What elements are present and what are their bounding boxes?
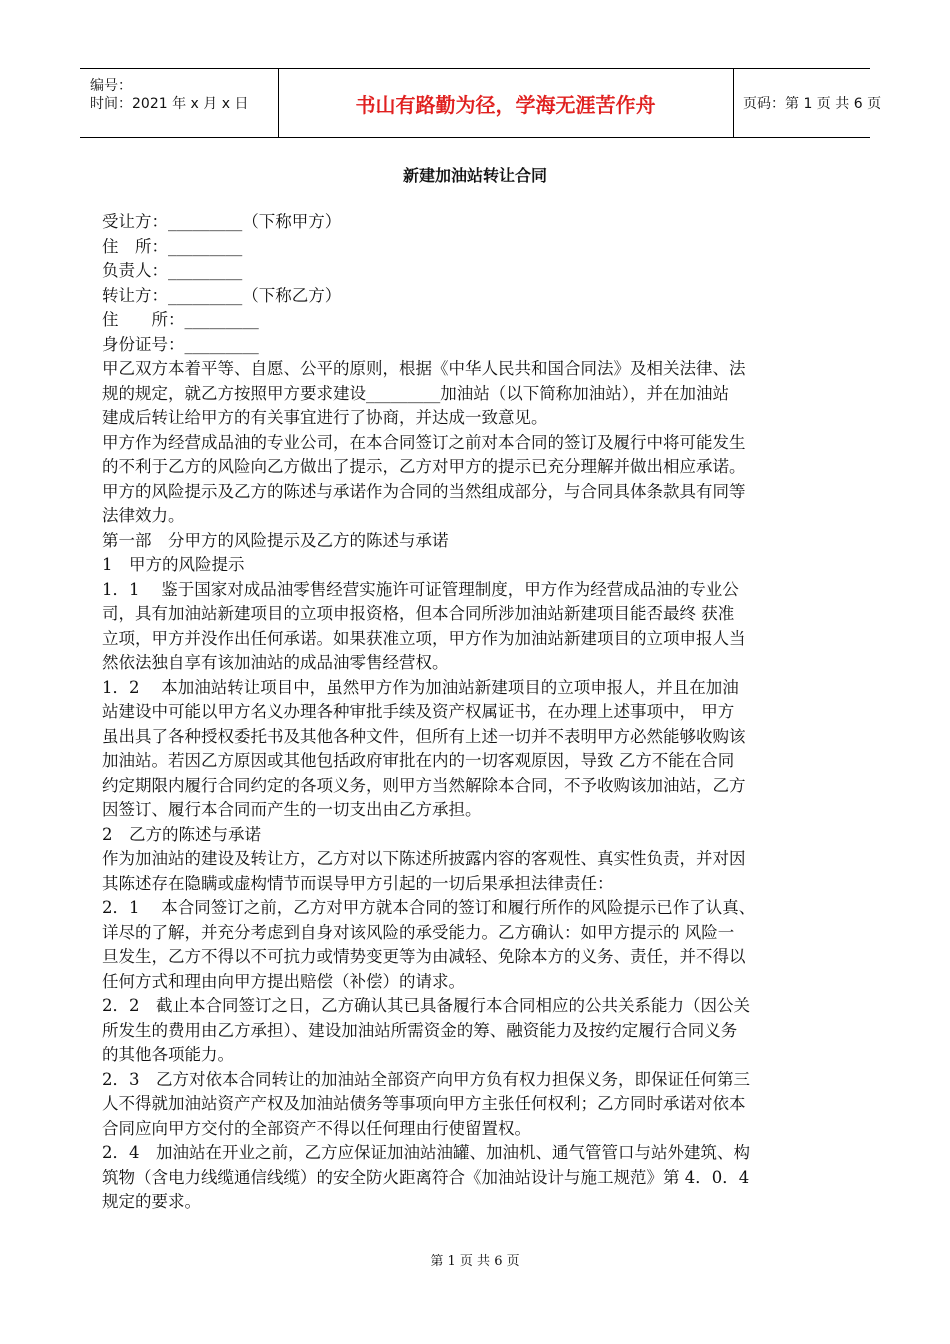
- body-line: 规的规定，就乙方按照甲方要求建设_________加油站（以下简称加油站），并在加油站: [102, 383, 729, 403]
- body-line: 1．1 鉴于国家对成品油零售经营实施许可证管理制度，甲方作为经营成品油的专业公: [102, 579, 739, 599]
- body-line: 然依法独自享有该加油站的成品油零售经营权。: [102, 653, 449, 672]
- body-line: 虽出具了各种授权委托书及其他各种文件，但所有上述一切并不表明甲方必然能够收购该: [102, 726, 746, 746]
- body-line: 法律效力。: [102, 506, 185, 525]
- body-line: 负责人：_________: [102, 261, 243, 280]
- body-line: 规定的要求。: [102, 1192, 201, 1211]
- body-line: 筑物（含电力线缆通信线缆）的安全防火距离符合《加油站设计与施工规范》第 4．0．4: [102, 1167, 750, 1187]
- body-line: 1 甲方的风险提示: [102, 555, 245, 574]
- document-date-label: 时间：2021 年 x 月 x 日: [90, 96, 249, 112]
- body-line: 任何方式和理由向甲方提出赔偿（补偿）的请求。: [102, 971, 465, 991]
- header-page-cell: [733, 69, 882, 137]
- body-line: 2．3 乙方对依本合同转让的加油站全部资产向甲方负有权力担保义务，即保证任何第三: [102, 1069, 750, 1089]
- body-line: 甲乙双方本着平等、自愿、公平的原则，根据《中华人民共和国合同法》及相关法律、法: [102, 359, 746, 378]
- body-line: 甲方作为经营成品油的专业公司，在本合同签订之前对本合同的签订及履行中将可能发生: [102, 432, 746, 452]
- body-line: 站建设中可能以甲方名义办理各种审批手续及资产权属证书，在办理上述事项中， 甲方: [102, 702, 735, 721]
- body-line: 合同应向甲方交付的全部资产不得以任何理由行使留置权。: [102, 1118, 531, 1138]
- body-line: 人不得就加油站资产产权及加油站债务等事项向甲方主张任何权利；乙方同时承诺对依本: [102, 1094, 746, 1113]
- body-line: 甲方的风险提示及乙方的陈述与承诺作为合同的当然组成部分，与合同具体条款具有同等: [102, 481, 746, 501]
- page-footer: 第 1 页 共 6 页: [430, 1254, 520, 1269]
- header-meta-cell: [80, 69, 279, 137]
- header-page-info: 页码：第 1 页 共 6 页: [743, 96, 882, 112]
- body-line: 司，具有加油站新建项目的立项申报资格，但本合同所涉加油站新建项目能否最终 获准: [102, 604, 735, 623]
- body-line: 住 所：_________: [102, 310, 259, 329]
- body-line: 2．4 加油站在开业之前，乙方应保证加油站油罐、加油机、通气管管口与站外建筑、构: [102, 1143, 750, 1162]
- body-line: 受让方：_________（下称甲方）: [102, 212, 342, 231]
- body-line: 旦发生，乙方不得以不可抗力或情势变更等为由减轻、免除本方的义务、责任，并不得以: [102, 947, 746, 966]
- body-line: 因签订、履行本合同而产生的一切支出由乙方承担。: [102, 800, 482, 819]
- body-line: 的其他各项能力。: [102, 1045, 234, 1064]
- body-line: 立项，甲方并没作出任何承诺。如果获准立项，甲方作为加油站新建项目的立项申报人当: [102, 628, 746, 648]
- body-line: 第一部 分甲方的风险提示及乙方的陈述与承诺: [102, 530, 449, 550]
- contract-body: [102, 210, 854, 1215]
- body-line: 建成后转让给甲方的有关事宜进行了协商，并达成一致意见。: [102, 408, 548, 427]
- document-title: 新建加油站转让合同: [402, 166, 547, 185]
- body-line: 2．2 截止本合同签订之日，乙方确认其已具备履行本合同相应的公共关系能力（因公关: [102, 996, 750, 1015]
- body-line: 转让方：_________（下称乙方）: [102, 285, 342, 305]
- document-number-label: 编号：: [90, 78, 132, 94]
- header-motto-cell: [278, 69, 734, 137]
- body-line: 2．1 本合同签订之前，乙方对甲方就本合同的签订和履行所作的风险提示已作了认真、: [102, 898, 756, 917]
- body-line: 身份证号：_________: [102, 334, 259, 354]
- body-line: 作为加油站的建设及转让方，乙方对以下陈述所披露内容的客观性、真实性负责，并对因: [102, 849, 746, 868]
- body-line: 住 所：_________: [102, 236, 243, 256]
- document-header: [80, 68, 882, 138]
- body-line: 1．2 本加油站转让项目中，虽然甲方作为加油站新建项目的立项申报人，并且在加油: [102, 677, 739, 697]
- header-motto: 书山有路勤为径，学海无涯苦作舟: [355, 92, 656, 117]
- body-line: 约定期限内履行合同约定的各项义务，则甲方当然解除本合同，不予收购该加油站，乙方: [102, 775, 746, 795]
- body-line: 详尽的了解，并充分考虑到自身对该风险的承受能力。乙方确认：如甲方提示的 风险一: [102, 922, 735, 942]
- body-line: 的不利于乙方的风险向乙方做出了提示，乙方对甲方的提示已充分理解并做出相应承诺。: [102, 457, 746, 476]
- body-line: 其陈述存在隐瞒或虚构情节而误导甲方引起的一切后果承担法律责任：: [102, 873, 614, 893]
- body-line: 2 乙方的陈述与承诺: [102, 824, 261, 844]
- body-line: 所发生的费用由乙方承担）、建设加油站所需资金的筹、融资能力及按约定履行合同义务: [102, 1020, 738, 1040]
- body-line: 加油站。若因乙方原因或其他包括政府审批在内的一切客观原因，导致 乙方不能在合同: [102, 751, 735, 770]
